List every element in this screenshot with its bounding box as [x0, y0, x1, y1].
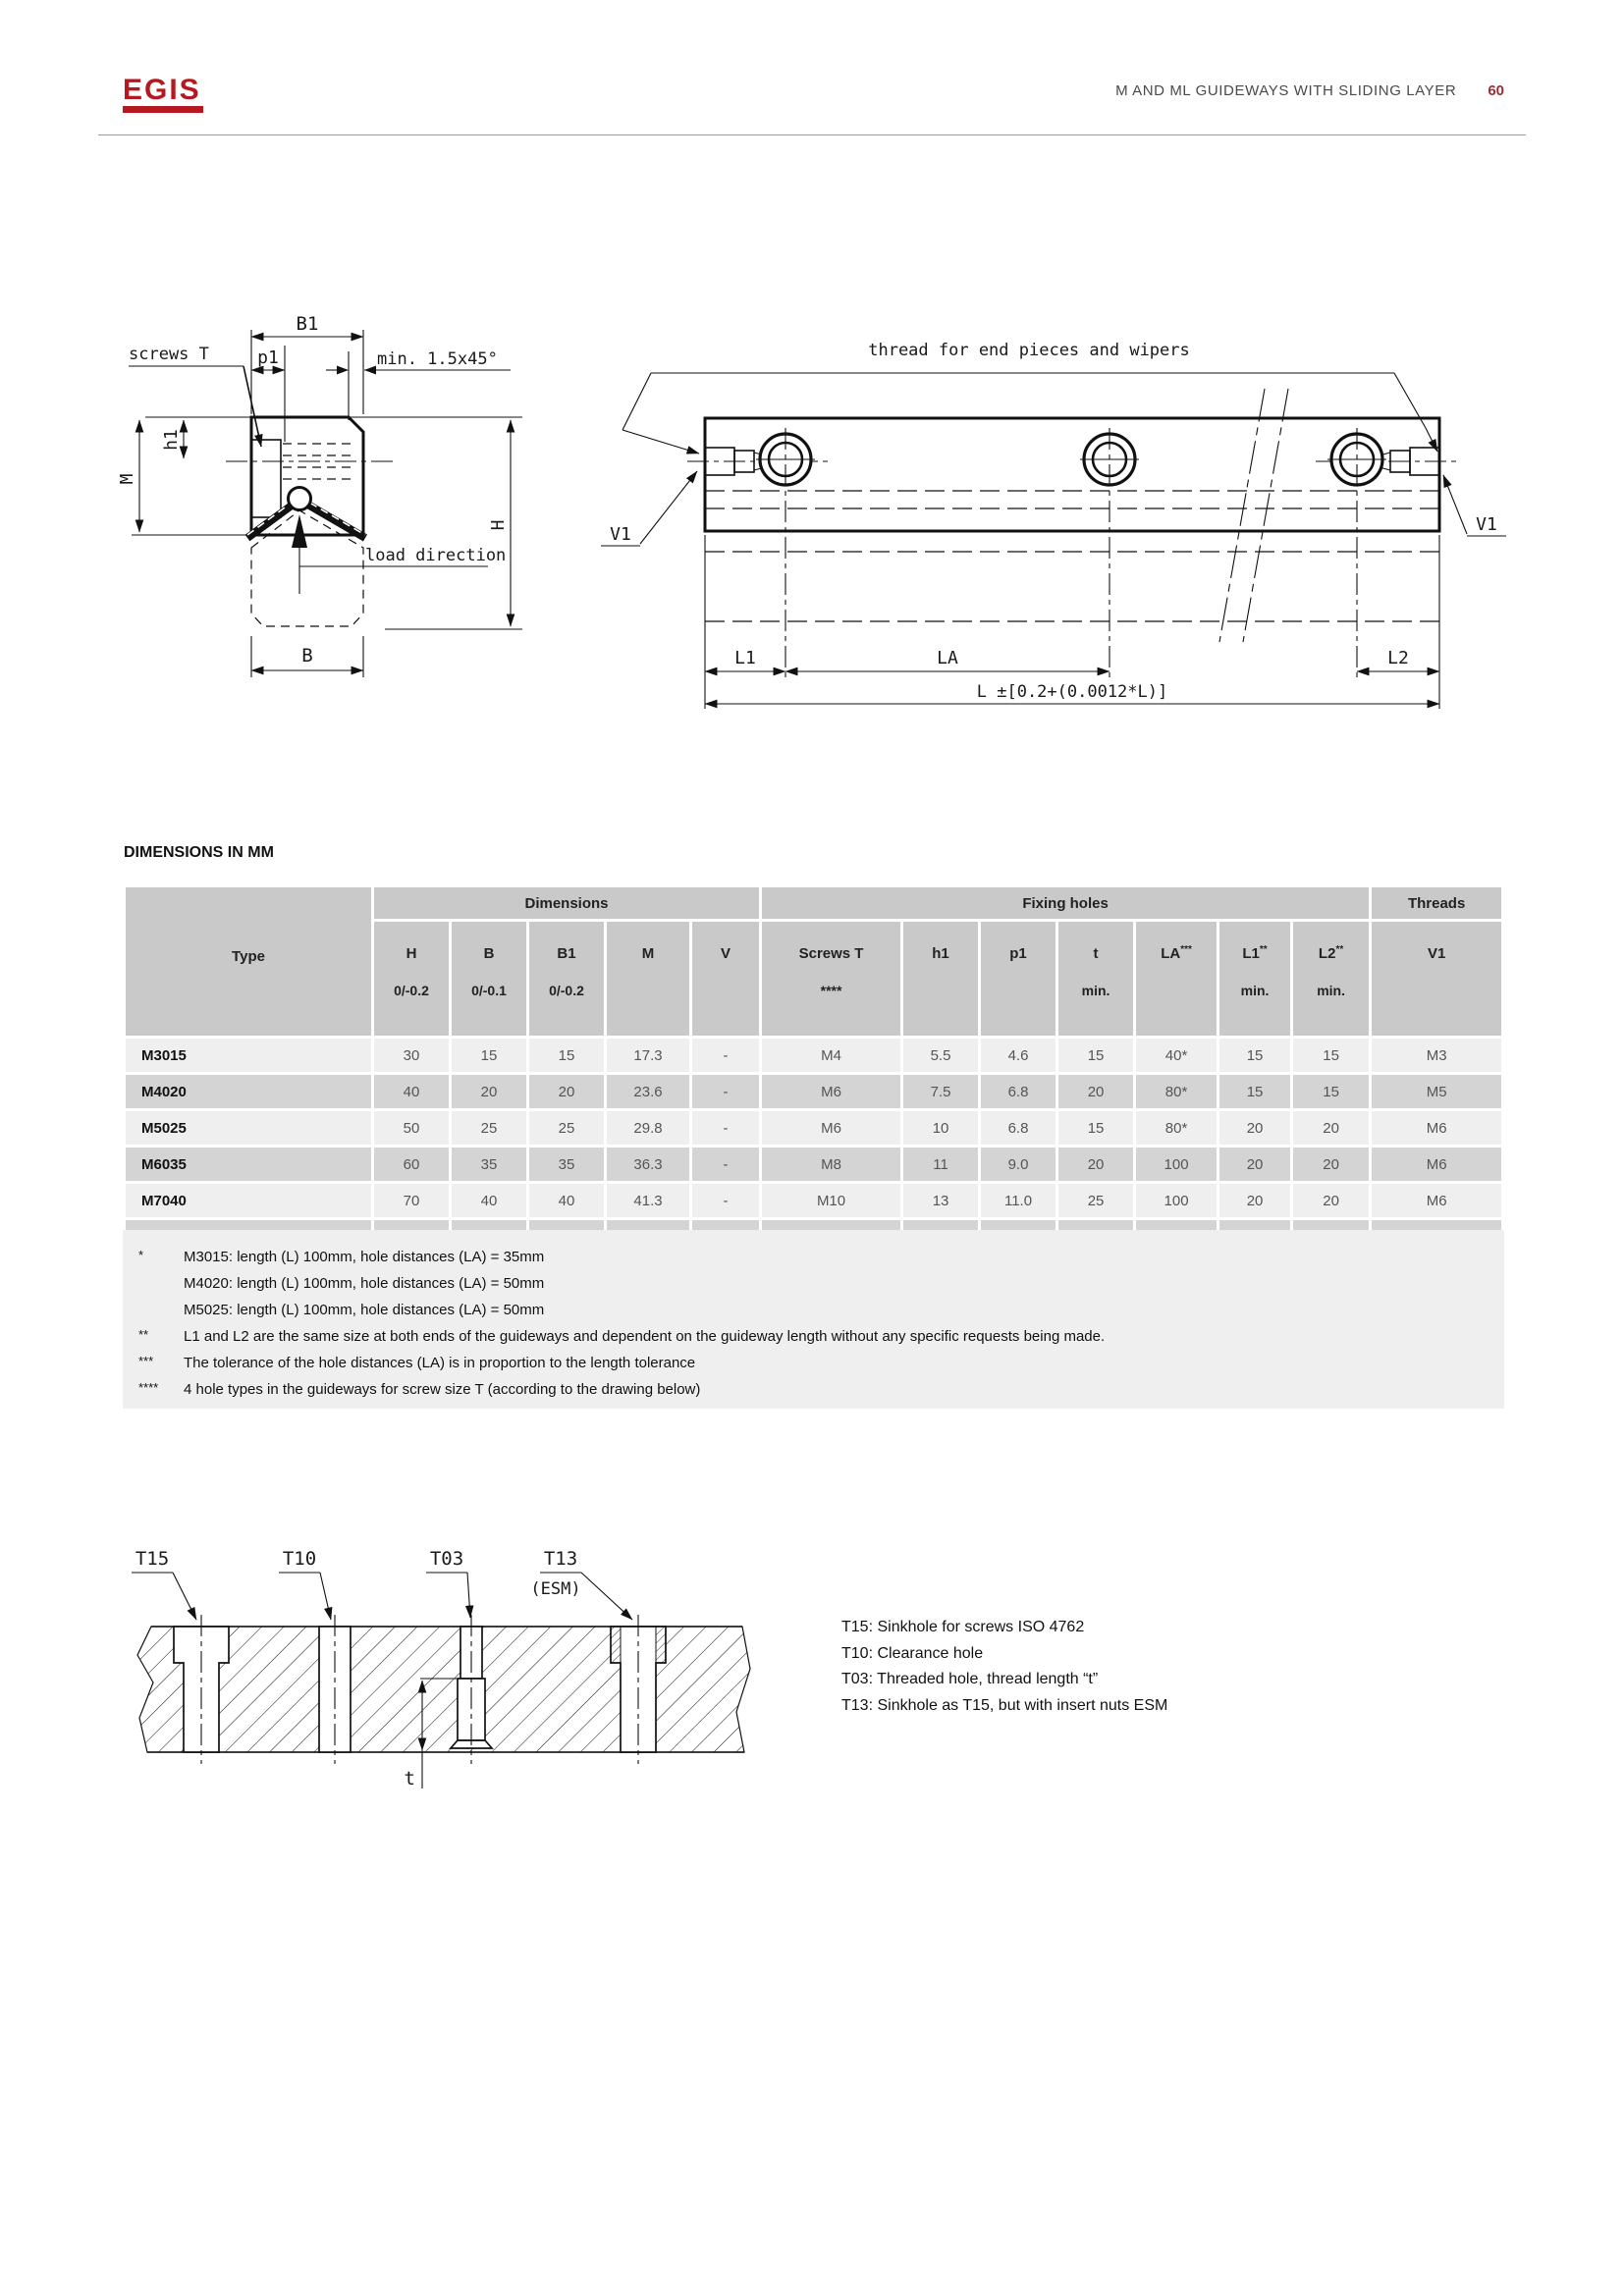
label-t03: T03: [429, 1548, 464, 1570]
col-header-b1: B1 0/-0.2: [529, 922, 604, 1036]
table-cell: 15: [529, 1039, 604, 1072]
label-t-dim: t: [404, 1768, 415, 1789]
table-cell: 40*: [1136, 1039, 1217, 1072]
label-thread-note: thread for end pieces and wipers: [868, 341, 1190, 360]
col-header-v1: V1: [1372, 922, 1501, 1036]
table-cell: 20: [1293, 1111, 1369, 1145]
group-header-dimensions: Dimensions: [374, 887, 759, 919]
page-number: 60: [1488, 82, 1504, 99]
table-cell: 9.0: [981, 1148, 1056, 1181]
table-cell: 6.8: [981, 1075, 1056, 1108]
footnote-line: * M3015: length (L) 100mm, hole distances (LA) = 35mm: [138, 1248, 545, 1265]
label-t15: T15: [135, 1548, 170, 1570]
side-view-drawing: [599, 324, 1522, 717]
table-cell: 20: [1219, 1111, 1290, 1145]
row-type: M5025: [126, 1111, 371, 1145]
table-cell: 11: [903, 1148, 978, 1181]
label-b1: B1: [296, 313, 319, 335]
table-cell: 13: [903, 1184, 978, 1217]
egis-logo: EGIS: [123, 77, 203, 113]
label-t10: T10: [282, 1548, 317, 1570]
table-cell: 23.6: [607, 1075, 689, 1108]
row-type: M3015: [126, 1039, 371, 1072]
table-cell: M6: [1372, 1148, 1501, 1181]
table-cell: 6.8: [981, 1111, 1056, 1145]
label-screws-t: screws T: [129, 345, 209, 364]
col-header-l2: L2** min.: [1293, 922, 1369, 1036]
table-cell: 100: [1136, 1184, 1217, 1217]
footnote-line: M5025: length (L) 100mm, hole distances (LA) = 50mm: [184, 1302, 545, 1318]
table-cell: 29.8: [607, 1111, 689, 1145]
group-header-fixing-holes: Fixing holes: [762, 887, 1369, 919]
hole-type-description: T13: Sinkhole as T15, but with insert nuts ESM: [841, 1696, 1168, 1714]
fixing-hole: [1080, 428, 1139, 682]
table-cell: 20: [529, 1075, 604, 1108]
table-cell: 5.5: [903, 1039, 978, 1072]
table-cell: 40: [452, 1184, 526, 1217]
table-cell: 15: [452, 1039, 526, 1072]
label-l-total: L ±[0.2+(0.0012*L)]: [976, 682, 1168, 702]
col-header-t: t min.: [1058, 922, 1133, 1036]
table-cell: 15: [1058, 1039, 1133, 1072]
table-cell: 20: [1219, 1148, 1290, 1181]
table-cell: 60: [374, 1148, 449, 1181]
table-cell: 70: [374, 1184, 449, 1217]
table-cell: M5: [1372, 1075, 1501, 1108]
label-t13: T13: [543, 1548, 578, 1570]
label-esm: (ESM): [530, 1579, 581, 1599]
table-cell: 40: [529, 1184, 604, 1217]
table-row: [126, 1111, 1501, 1145]
table-row: [126, 1184, 1501, 1217]
col-header-la: LA***: [1136, 922, 1217, 1036]
col-header-h1: h1: [903, 922, 978, 1036]
label-load-direction: load direction: [365, 546, 507, 565]
hole-type-description: T03: Threaded hole, thread length “t”: [841, 1671, 1099, 1687]
label-v1-right: V1: [1476, 514, 1497, 535]
table-cell: 10: [903, 1111, 978, 1145]
label-h1: h1: [161, 429, 182, 451]
table-cell: 15: [1058, 1111, 1133, 1145]
table-body: [126, 1039, 1501, 1254]
table-cell: 25: [529, 1111, 604, 1145]
label-v1-left: V1: [610, 524, 631, 545]
table-cell: 20: [1058, 1148, 1133, 1181]
page-title: M AND ML GUIDEWAYS WITH SLIDING LAYER: [1115, 82, 1457, 99]
fixing-hole: [756, 428, 815, 679]
footnote-line: ** L1 and L2 are the same size at both ends of the guideways and dependent on the guideway length without any specific requests being made.: [138, 1327, 1106, 1345]
table-cell: 20: [1293, 1148, 1369, 1181]
hole-type-description: T10: Clearance hole: [841, 1644, 984, 1662]
table-cell: 30: [374, 1039, 449, 1072]
table-cell: 17.3: [607, 1039, 689, 1072]
hole-types-drawing: [103, 1522, 790, 1816]
hole-type-descriptions: [841, 1615, 1391, 1719]
group-header-threads: Threads: [1372, 887, 1501, 919]
label-h: H: [488, 519, 509, 531]
table-cell: 20: [1058, 1075, 1133, 1108]
header-divider: [98, 134, 1526, 135]
col-header-l1: L1** min.: [1219, 922, 1290, 1036]
row-type: M7040: [126, 1184, 371, 1217]
table-row: [126, 1075, 1501, 1108]
dimensions-table: [123, 884, 1504, 1256]
table-cell: 100: [1136, 1148, 1217, 1181]
table-row: [126, 1039, 1501, 1072]
label-m: M: [117, 473, 137, 485]
table-cell: -: [692, 1148, 759, 1181]
table-cell: -: [692, 1039, 759, 1072]
label-l2: L2: [1387, 648, 1409, 668]
table-row: [126, 1148, 1501, 1181]
table-cell: M6: [1372, 1111, 1501, 1145]
label-p1: p1: [257, 347, 279, 368]
fixing-hole: [1327, 428, 1386, 679]
footnote-line: **** 4 hole types in the guideways for screw size T (according to the drawing below): [138, 1380, 701, 1398]
label-chamfer: min. 1.5x45°: [377, 349, 498, 369]
table-cell: 15: [1293, 1075, 1369, 1108]
table-cell: M6: [762, 1075, 900, 1108]
table-cell: 20: [452, 1075, 526, 1108]
col-header-h: H 0/-0.2: [374, 922, 449, 1036]
table-cell: 7.5: [903, 1075, 978, 1108]
table-cell: M3: [1372, 1039, 1501, 1072]
page-header: [1115, 82, 1504, 99]
table-cell: 80*: [1136, 1111, 1217, 1145]
col-header-screws-t: Screws T ****: [762, 922, 900, 1036]
label-l1: L1: [734, 648, 756, 668]
table-cell: M6: [1372, 1184, 1501, 1217]
table-cell: M10: [762, 1184, 900, 1217]
table-cell: 41.3: [607, 1184, 689, 1217]
table-cell: 25: [1058, 1184, 1133, 1217]
footnotes: [123, 1230, 1504, 1409]
table-cell: -: [692, 1075, 759, 1108]
label-la: LA: [937, 648, 958, 668]
table-cell: 11.0: [981, 1184, 1056, 1217]
col-header-p1: p1: [981, 922, 1056, 1036]
table-cell: 20: [1219, 1184, 1290, 1217]
table-cell: 15: [1293, 1039, 1369, 1072]
table-cell: M6: [762, 1111, 900, 1145]
footnote-line: M4020: length (L) 100mm, hole distances (LA) = 50mm: [184, 1275, 545, 1292]
table-cell: 35: [452, 1148, 526, 1181]
table-cell: 20: [1293, 1184, 1369, 1217]
section-title: DIMENSIONS IN MM: [124, 844, 274, 861]
col-header-type: Type: [126, 887, 371, 1036]
table-cell: M4: [762, 1039, 900, 1072]
table-cell: 15: [1219, 1039, 1290, 1072]
row-type: M4020: [126, 1075, 371, 1108]
table-cell: 40: [374, 1075, 449, 1108]
col-header-v: V: [692, 922, 759, 1036]
table-cell: -: [692, 1111, 759, 1145]
table-cell: -: [692, 1184, 759, 1217]
col-header-b: B 0/-0.1: [452, 922, 526, 1036]
hole-type-description: T15: Sinkhole for screws ISO 4762: [841, 1619, 1085, 1635]
table-cell: 25: [452, 1111, 526, 1145]
row-type: M6035: [126, 1148, 371, 1181]
label-b: B: [301, 645, 313, 667]
table-cell: 80*: [1136, 1075, 1217, 1108]
table-cell: 15: [1219, 1075, 1290, 1108]
col-header-m: M: [607, 922, 689, 1036]
footnote-line: *** The tolerance of the hole distances (LA) is in proportion to the length tolerance: [138, 1354, 696, 1371]
cross-section-drawing: [88, 201, 550, 702]
table-cell: 50: [374, 1111, 449, 1145]
table-cell: 35: [529, 1148, 604, 1181]
table-cell: 36.3: [607, 1148, 689, 1181]
table-cell: M8: [762, 1148, 900, 1181]
table-cell: 4.6: [981, 1039, 1056, 1072]
